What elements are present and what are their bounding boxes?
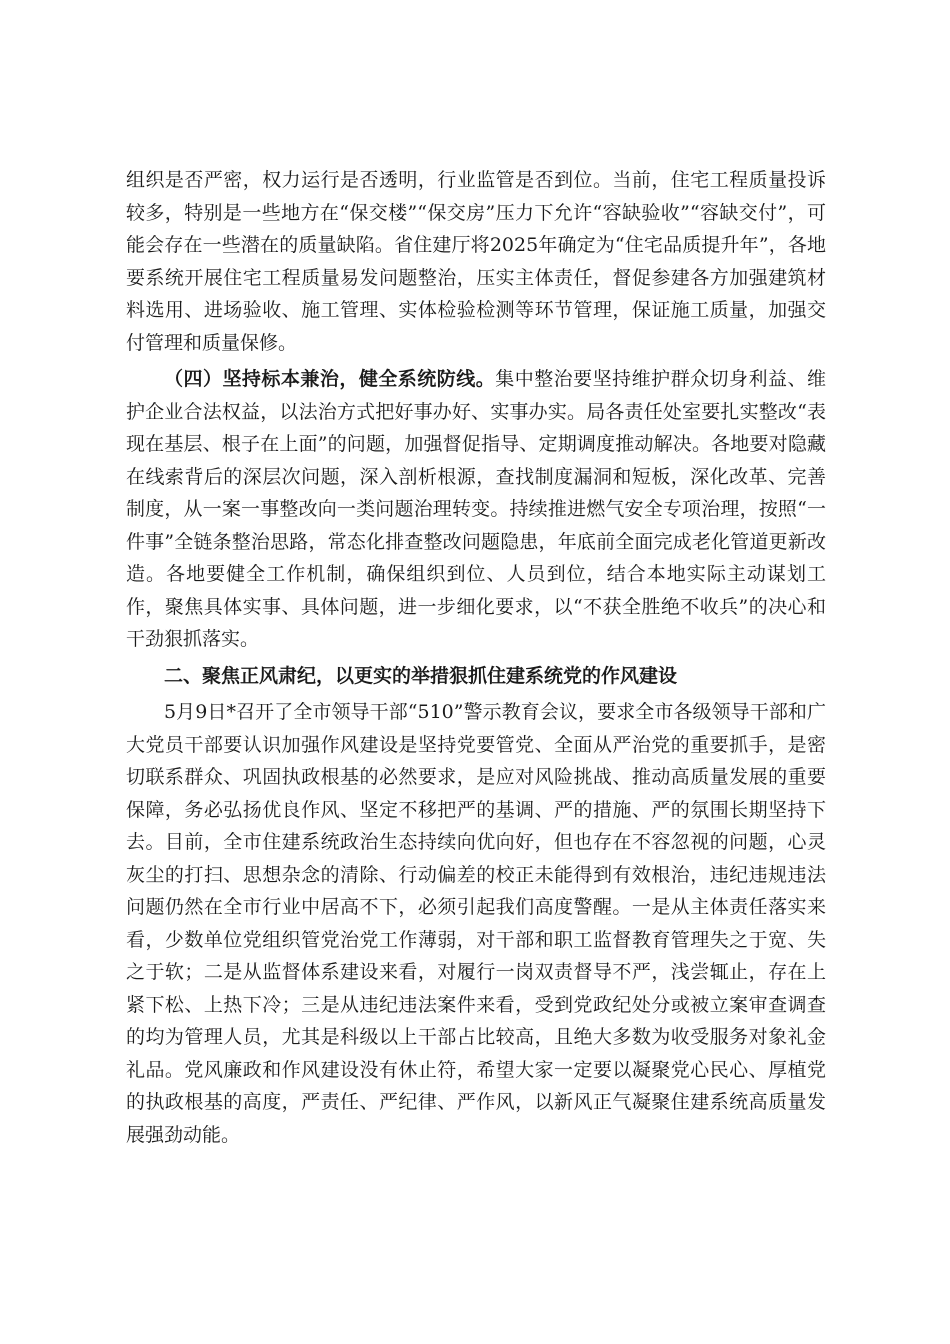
paragraph-text: 组织是否严密，权力运行是否透明，行业监管是否到位。当前，住宅工程质量投诉较多，特别是一些地方在“保交楼”“保交房”压力下允许“容缺验收”“容缺交付”，可能会存在一些潜在的质量缺陷。省住建厅将2025年确定为“住宅品质提升年”，各地要系统开展住宅工程质量易发问题整治，压实主体责任，督促参建各方加强建筑材料选用、进场验收、施工管理、实体检验检测等环节管理，保证施工质量，加强交付管理和质量保修。 [126, 169, 826, 354]
paragraph-warning-education [126, 696, 826, 1151]
document-page [126, 164, 826, 1155]
paragraph-construction-quality [126, 164, 826, 359]
paragraph-text: 集中整治要坚持维护群众切身利益、维护企业合法权益，以法治方式把好事办好、实事办实。局各责任处室要扎实整改“表现在基层、根子在上面”的问题，加强督促指导、定期调度推动解决。各地要对隐藏在线索背后的深层次问题，深入剖析根源，查找制度漏洞和短板，深化改革、完善制度，从一案一事整改向一类问题治理转变。持续推进燃气安全专项治理，按照“一件事”全链条整治思路，常态化排查整改问题隐患，年底前全面完成老化管道更新改造。各地要健全工作机制，确保组织到位、人员到位，结合本地实际主动谋划工作，聚焦具体实事、具体问题，进一步细化要求，以“不获全胜绝不收兵”的决心和干劲狠抓落实。 [126, 368, 826, 650]
paragraph-section-four [126, 363, 826, 656]
section-four-lead: （四）坚持标本兼治，健全系统防线。 [164, 368, 496, 390]
paragraph-text: 5月9日*召开了全市领导干部“510”警示教育会议，要求全市各级领导干部和广大党员干部要认识加强作风建设是坚持党要管党、全面从严治党的重要抓手，是密切联系群众、巩固执政根基的必然要求，是应对风险挑战、推动高质量发展的重要保障，务必弘扬优良作风、坚定不移把严的基调、严的措施、严的氛围长期坚持下去。目前，全市住建系统政治生态持续向优向好，但也存在不容忽视的问题，心灵灰尘的打扫、思想杂念的清除、行动偏差的校正未能得到有效根治，违纪违规违法问题仍然在全市行业中居高不下，必须引起我们高度警醒。一是从主体责任落实来看，少数单位党组织管党治党工作薄弱，对干部和职工监督教育管理失之于宽、失之于软；二是从监督体系建设来看，对履行一岗双责督导不严，浅尝辄止，存在上紧下松、上热下冷；三是从违纪违法案件来看，受到党政纪处分或被立案审查调查的均为管理人员，尤其是科级以上干部占比较高，且绝大多数为收受服务对象礼金礼品。党风廉政和作风建设没有休止符，希望大家一定要以凝聚党心民心、厚植党的执政根基的高度，严责任、严纪律、严作风，以新风正气凝聚住建系统高质量发展强劲动能。 [126, 701, 826, 1146]
section-heading-two: 二、聚焦正风肃纪，以更实的举措狠抓住建系统党的作风建设 [164, 664, 678, 687]
